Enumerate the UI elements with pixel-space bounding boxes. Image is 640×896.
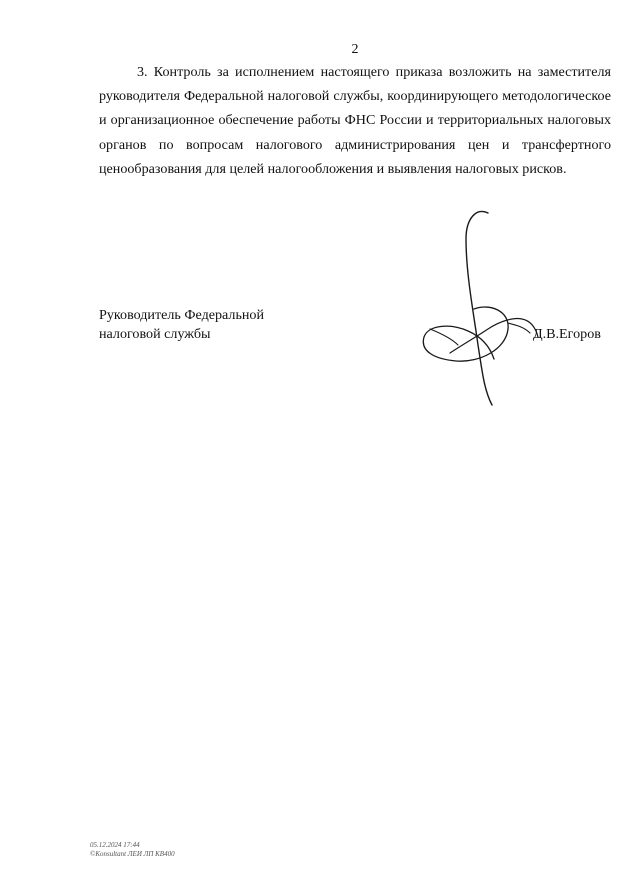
signer-name: Д.В.Егоров bbox=[533, 326, 601, 342]
handwritten-signature bbox=[410, 205, 550, 410]
signature-stroke-cross bbox=[450, 318, 538, 353]
order-paragraph-3: 3. Контроль за исполнением настоящего приказа возложить на заместителя руководителя Федеральной налоговой службы, координирующего методологическое и организационное обеспечение работы ФНС России и территориальных налоговых органов по вопросам налогового администрирования цен и трансфертного ценообразования для целей налогообложения и выявления налоговых рисков. bbox=[99, 64, 611, 177]
footer-timestamp: 05.12.2024 17:44 bbox=[90, 841, 140, 849]
signatory-title-line-1: Руководитель Федеральной bbox=[99, 307, 265, 323]
signature-stroke-loop bbox=[423, 307, 508, 361]
signature-stroke-hook bbox=[508, 323, 530, 333]
footer-stamp bbox=[90, 841, 175, 859]
footer-stamp-text: ©Konsultant ЛЕИ ЛП КВ400 bbox=[90, 850, 175, 858]
signatory-title-line-2: налоговой службы bbox=[99, 326, 211, 342]
signature-stroke-tail bbox=[430, 329, 458, 345]
signatory-title bbox=[99, 306, 264, 344]
page-number: 2 bbox=[351, 42, 359, 57]
signature-stroke-main bbox=[466, 211, 492, 405]
